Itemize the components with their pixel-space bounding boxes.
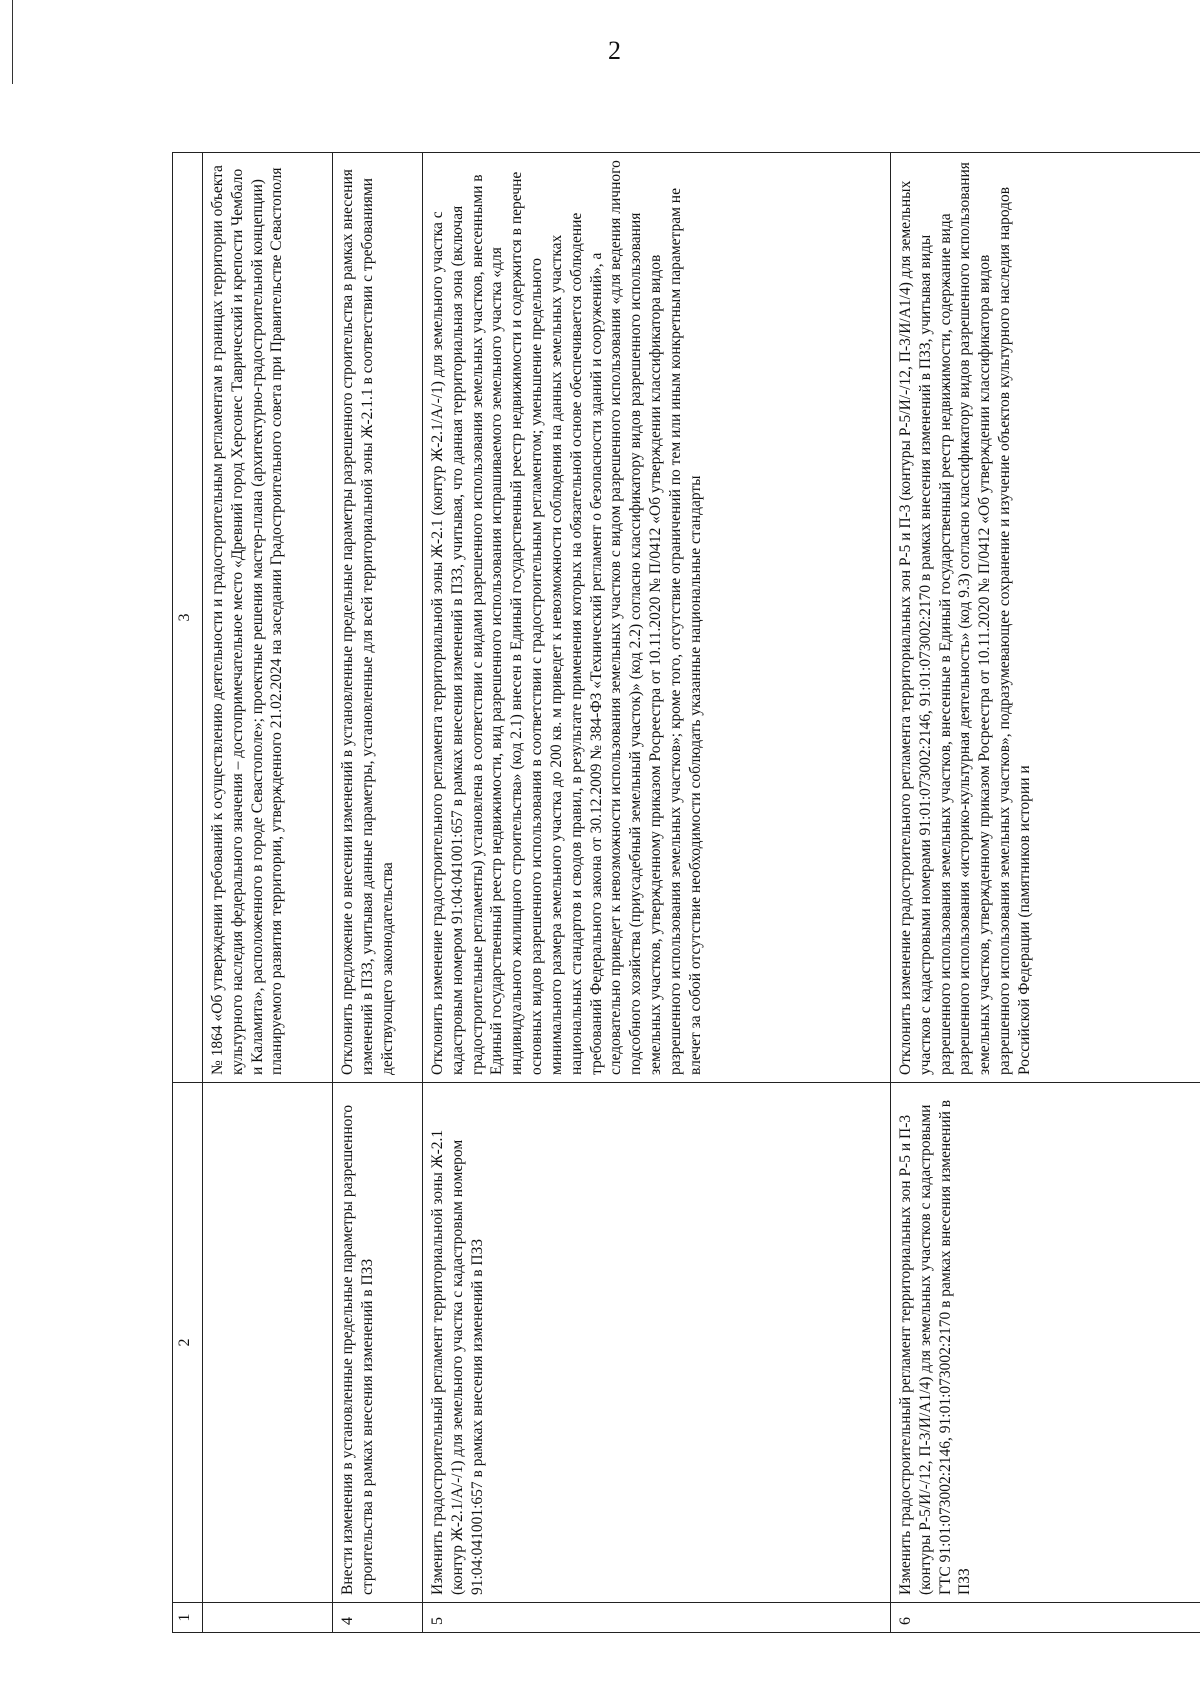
header-col-2: 2 bbox=[173, 1083, 203, 1603]
decision-cell: Отклонить изменение градостроительного регламента территориальных зон Р-5 и П-3 (контуры Р-5/И/-/12, П-3/И/А1/4) для земельных участков с кадастровыми номерами 91:01:073002:2146, 91:01:073002:2170 в рамках внесения изменений в ПЗЗ, учитывая виды разрешенного использования земельных участков, внесенные в Единый государственный реестр недвижимости, содержание вида разрешенного использования «историко-культурная деятельность» (код 9.3) согласно классификатору видов разрешенного использования земельных участков, утвержденному приказом Росреестра от 10.11.2020 № П/0412 «Об утверждении классификатора видов разрешенного использования земельных участков», подразумевающее сохранение и изучение объектов культурного наследия народов Российской Федерации (памятников истории и bbox=[891, 153, 1200, 1083]
proposal-cell: Внести изменения в установленные предельные параметры разрешенного строительства в рамках внесения изменений в ПЗЗ bbox=[333, 1083, 423, 1603]
table-row bbox=[203, 153, 333, 1633]
header-col-1: 1 bbox=[173, 1603, 203, 1633]
row-number: 5 bbox=[423, 1603, 891, 1633]
margin-line bbox=[12, 0, 13, 84]
decisions-table bbox=[172, 152, 1200, 1633]
page-number: 2 bbox=[608, 36, 621, 65]
decision-cell: Отклонить изменение градостроительного регламента территориальной зоны Ж-2.1 (контур Ж-2.1/А/-/1) для земельного участка с кадастровым номером 91:04:041001:657 в рамках внесения изменений в ПЗЗ, учитывая, что данная территориальная зона (включая градостроительные регламенты) установлена в соответствии с видами разрешенного использования земельных участков, внесенными в Единый государственный реестр недвижимости, вид разрешенного использования испрашиваемого земельного участка «для индивидуального жилищного строительства» (код 2.1) внесен в Единый государственный реестр недвижимости и содержится в перечне основных видов разрешенного использования в соответствии с градостроительным регламентом; уменьшение предельного минимального размера земельного участка до 200 кв. м приведет к невозможности соблюдения на данных земельных участках национальных стандартов и сводов правил, в результате применения которых на обязательной основе обеспечивается соблюдение требований Федерального закона от 30.12.2009 № 384-ФЗ «Технический регламент о безопасности зданий и сооружений», а следовательно приведет к невозможности использования земельных участков с видом разрешенного использования «для ведения личного подсобного хозяйства (приусадебный земельный участок)» (код 2.2) согласно классификатору видов разрешенного использования земельных участков, утвержденному приказом Росреестра от 10.11.2020 № П/0412 «Об утверждении классификатора видов разрешенного использования земельных участков»; кроме того, отсутствие ограничений по тем или иным конкретным параметрам не влечет за собой отсутствие необходимости соблюдать указанные национальные стандарты bbox=[423, 153, 891, 1083]
decision-cell: № 1864 «Об утверждении требований к осуществлению деятельности и градостроительным регламентам в границах территории объекта культурного наследия федерального значения – достопримечательное место «Древний город Херсонес Таврический и крепости Чембало и Каламита», расположенного в городе Севастополе»; проектные решения мастер-плана (архитектурно-градостроительной концепции) планируемого развития территории, утвержденного 21.02.2024 на заседании Градостроительного совета при Правительстве Севастополя bbox=[203, 153, 333, 1083]
row-number: 4 bbox=[333, 1603, 423, 1633]
rotated-table-container bbox=[172, 153, 1200, 1633]
table-row bbox=[891, 153, 1200, 1633]
table-row bbox=[423, 153, 891, 1633]
decision-cell: Отклонить предложение о внесении изменений в установленные предельные параметры разрешенного строительства в рамках внесения изменений в ПЗЗ, учитывая данные параметры, установленные для всей территориальной зоны Ж-2.1.1 в соответствии с требованиями действующего законодательства bbox=[333, 153, 423, 1083]
table-row bbox=[333, 153, 423, 1633]
row-number bbox=[203, 1603, 333, 1633]
proposal-cell: Изменить градостроительный регламент территориальной зоны Ж-2.1 (контур Ж-2.1/А/-/1) для земельного участка с кадастровым номером 91:04:041001:657 в рамках внесения изменений в ПЗЗ bbox=[423, 1083, 891, 1603]
proposal-cell: Изменить градостроительный регламент территориальных зон Р-5 и П-3 (контуры Р-5/И/-/12, П-3/И/А1/4) для земельных участков с кадастровыми ГТС 91:01:073002:2146, 91:01:073002:2170 в рамках внесения изменений в ПЗЗ bbox=[891, 1083, 1200, 1603]
proposal-cell bbox=[203, 1083, 333, 1603]
row-number: 6 bbox=[891, 1603, 1200, 1633]
table-header-row bbox=[173, 153, 203, 1633]
header-col-3: 3 bbox=[173, 153, 203, 1083]
